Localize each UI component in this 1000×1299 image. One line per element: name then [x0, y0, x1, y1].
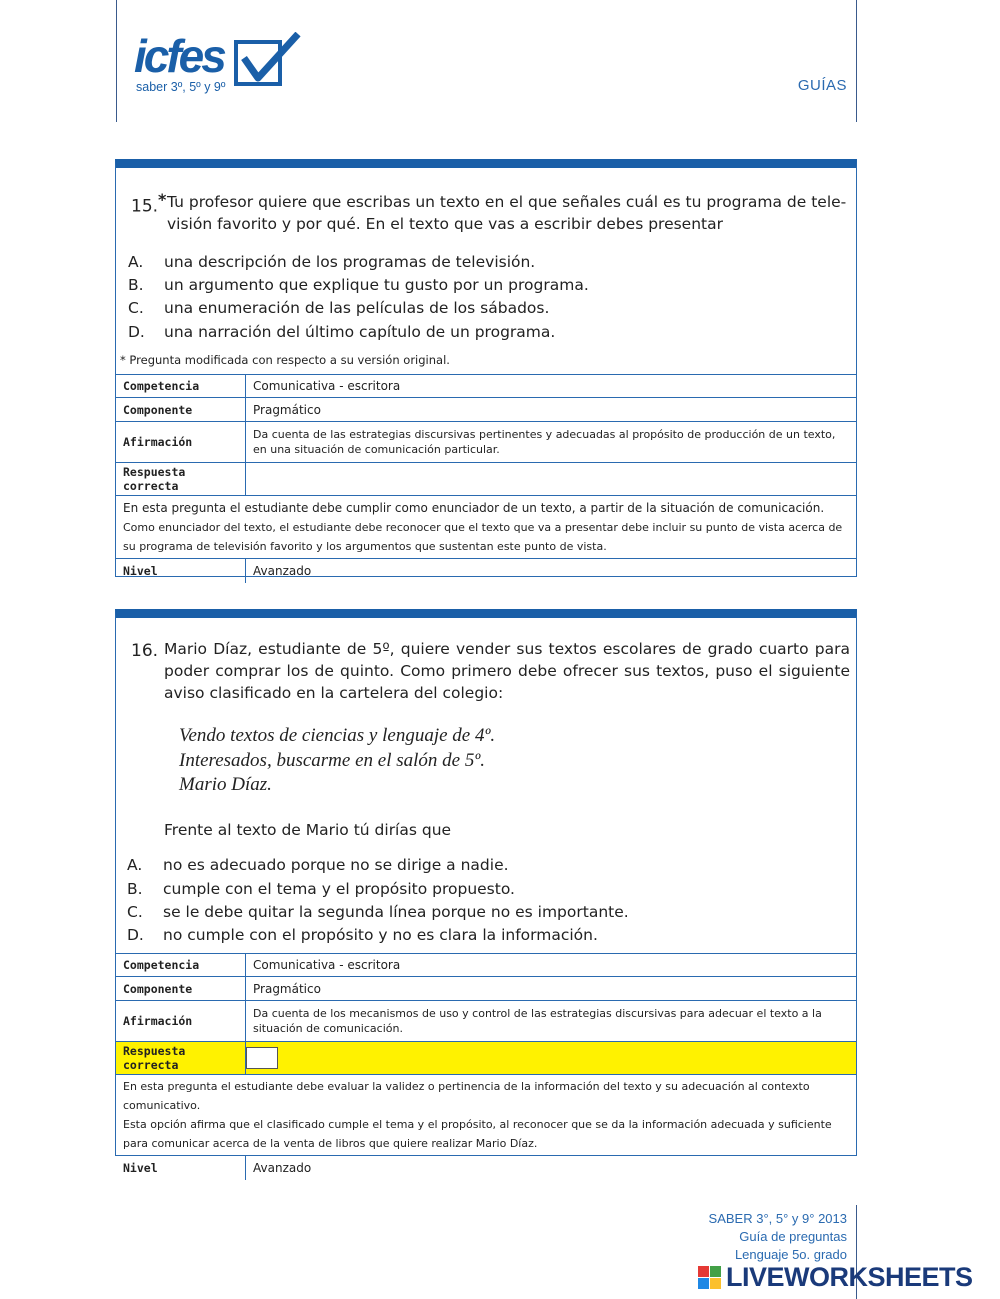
afirmacion-value: Da cuenta de los mecanismos de uso y control de las estrategias discursivas para adecuar el texto a la situación de comunicación. [246, 1001, 857, 1042]
option-letter: B. [127, 880, 143, 898]
option-a[interactable] [127, 856, 509, 874]
question-15-card [115, 159, 857, 577]
footer-line-2: Guía de preguntas [739, 1229, 847, 1244]
question-15-number [131, 189, 166, 218]
logo-word: icfes [134, 30, 224, 82]
respuesta-cell [246, 1042, 857, 1075]
respuesta-answer-cell[interactable] [246, 463, 857, 496]
respuesta-label: Respuesta correcta [116, 1042, 246, 1075]
option-letter: D. [128, 323, 145, 341]
right-margin-line [856, 0, 857, 122]
option-letter: A. [127, 856, 143, 874]
stem-line-2: visión favorito y por qué. En el texto que vas a escribir debes presentar [167, 215, 723, 233]
afirmacion-label: Afirmación [116, 422, 246, 463]
componente-label: Componente [116, 977, 246, 1001]
watermark-text: LIVEWORKSHEETS [726, 1262, 973, 1292]
option-letter: A. [128, 253, 144, 271]
competencia-label: Competencia [116, 375, 246, 398]
option-b[interactable] [128, 276, 589, 294]
option-letter: C. [128, 299, 144, 317]
question-16-card [115, 609, 857, 1175]
nivel-value: Avanzado [246, 1156, 857, 1180]
question-16-number: 16. [131, 641, 159, 661]
option-text: no cumple con el propósito y no es clara la información. [163, 926, 598, 944]
option-text: no es adecuado porque no se dirige a nadie. [163, 856, 509, 874]
option-letter: C. [127, 903, 143, 921]
option-text: cumple con el tema y el propósito propuesto. [163, 880, 515, 898]
option-a[interactable] [128, 253, 535, 271]
nivel-label: Nivel [116, 559, 246, 583]
explicacion-line-1: En esta pregunta el estudiante debe cumplir como enunciador de un texto, a partir de la situación de comunicación. [123, 500, 825, 515]
option-d[interactable] [128, 323, 555, 341]
afirmacion-label: Afirmación [116, 1001, 246, 1042]
classified-ad [179, 724, 495, 798]
respuesta-label: Respuesta correcta [116, 463, 246, 496]
explicacion-line-2: Como enunciador del texto, el estudiante debe reconocer que el texto que va a presentar debe incluir su punto de vista acerca de su programa de televisión favorito y los argumentos que sustentan este punto de vista. [123, 520, 843, 553]
explicacion-cell [116, 496, 856, 559]
competencia-value: Comunicativa - escritora [246, 954, 857, 977]
ad-line-2: Interesados, buscarme en el salón de 5º. [179, 749, 485, 771]
footer-line-1: SABER 3°, 5° y 9° 2013 [708, 1211, 847, 1226]
option-d[interactable] [127, 926, 598, 944]
question-number: 15. [131, 196, 159, 217]
componente-label: Componente [116, 398, 246, 422]
footer-line-3: Lenguaje 5o. grado [734, 1247, 847, 1262]
stem-line-1: Tu profesor quiere que escribas un texto en el que señales cuál es tu programa de tele- [167, 193, 847, 211]
option-letter: B. [128, 276, 144, 294]
option-c[interactable] [128, 299, 549, 317]
answer-input-box[interactable] [246, 1047, 278, 1069]
afirmacion-value: Da cuenta de las estrategias discursivas pertinentes y adecuadas al propósito de producción de un texto, en una situación de comunicación particular. [246, 422, 857, 463]
option-b[interactable] [127, 880, 515, 898]
explicacion-line-2: Esta opción afirma que el clasificado cumple el tema y el propósito, al reconocer que se da la información adecuada y suficiente para comunicar acerca de la venta de libros que quiere realizar Mario Díaz. [123, 1118, 832, 1150]
question-16-stem: Mario Díaz, estudiante de 5º, quiere vender sus textos escolares de grado cuarto para poder comprar los de quinto. Como primero debe ofrecer sus textos, puso el siguiente aviso clasificado en la cartelera del colegio: [164, 640, 850, 702]
option-text: una narración del último capítulo de un programa. [164, 323, 556, 341]
modified-note: * Pregunta modificada con respecto a su versión original. [120, 353, 450, 367]
componente-value: Pragmático [246, 977, 857, 1001]
question-15-stem [167, 191, 847, 235]
option-letter: D. [127, 926, 144, 944]
ad-line-1: Vendo textos de ciencias y lenguaje de 4º. [179, 725, 496, 746]
nivel-value: Avanzado [246, 559, 857, 583]
ad-line-3: Mario Díaz. [179, 774, 272, 795]
competencia-value: Comunicativa - escritora [246, 375, 857, 398]
section-label: GUÍAS [797, 77, 847, 94]
competencia-label: Competencia [116, 954, 246, 977]
explicacion-cell [116, 1075, 856, 1156]
logo-subtitle: saber 3º, 5º y 9º [136, 80, 226, 94]
nivel-label: Nivel [116, 1156, 246, 1180]
option-text: una descripción de los programas de televisión. [164, 253, 536, 271]
explicacion-line-1: En esta pregunta el estudiante debe evaluar la validez o pertinencia de la información del texto y su adecuación al contexto comunicativo. [123, 1080, 810, 1112]
page-footer [709, 1210, 847, 1264]
question-15-metadata [116, 374, 856, 583]
option-text: un argumento que explique tu gusto por un programa. [164, 276, 589, 294]
modified-asterisk: * [158, 190, 167, 209]
left-margin-line [116, 0, 117, 122]
componente-value: Pragmático [246, 398, 857, 422]
question-16-prompt: Frente al texto de Mario tú dirías que [164, 821, 452, 839]
checkmark-logo-icon [234, 32, 304, 88]
option-text: se le debe quitar la segunda línea porque no es importante. [163, 903, 629, 921]
icfes-logo [134, 32, 304, 102]
liveworksheets-logo-icon [698, 1266, 722, 1290]
option-text: una enumeración de las películas de los sábados. [164, 299, 550, 317]
option-c[interactable] [127, 903, 629, 921]
question-16-metadata [116, 953, 856, 1180]
